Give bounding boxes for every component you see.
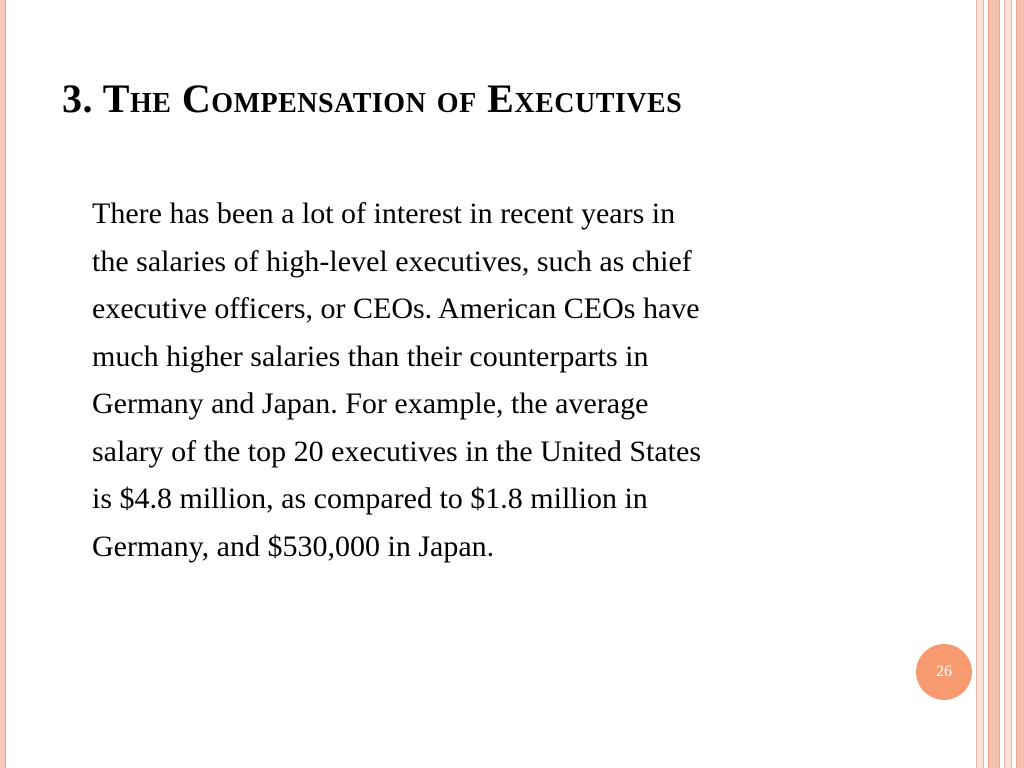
right-stripe-decoration <box>988 0 1000 768</box>
body-paragraph <box>92 190 912 570</box>
right-stripe-decoration <box>976 0 984 768</box>
page-number-badge <box>916 644 972 700</box>
body-line: the salaries of high-level executives, such as chief <box>92 244 692 278</box>
slide-title: 3. The Compensation of Executives <box>62 76 683 121</box>
page-number: 26 <box>936 663 952 680</box>
body-line: Germany and Japan. For example, the average <box>92 387 649 420</box>
body-line: much higher salaries than their counterparts in <box>92 339 649 373</box>
body-line: There has been a lot of interest in recent years in <box>92 197 676 230</box>
left-border-decoration <box>0 0 6 768</box>
body-line: Germany, and $530,000 in Japan. <box>92 529 495 563</box>
body-line: executive officers, or CEOs. American CEOs have <box>92 292 700 325</box>
body-line: is $4.8 million, as compared to $1.8 million in <box>92 482 648 515</box>
right-stripe-decoration <box>1016 0 1024 768</box>
body-line: salary of the top 20 executives in the United States <box>92 434 702 468</box>
right-stripe-decoration <box>1004 0 1012 768</box>
